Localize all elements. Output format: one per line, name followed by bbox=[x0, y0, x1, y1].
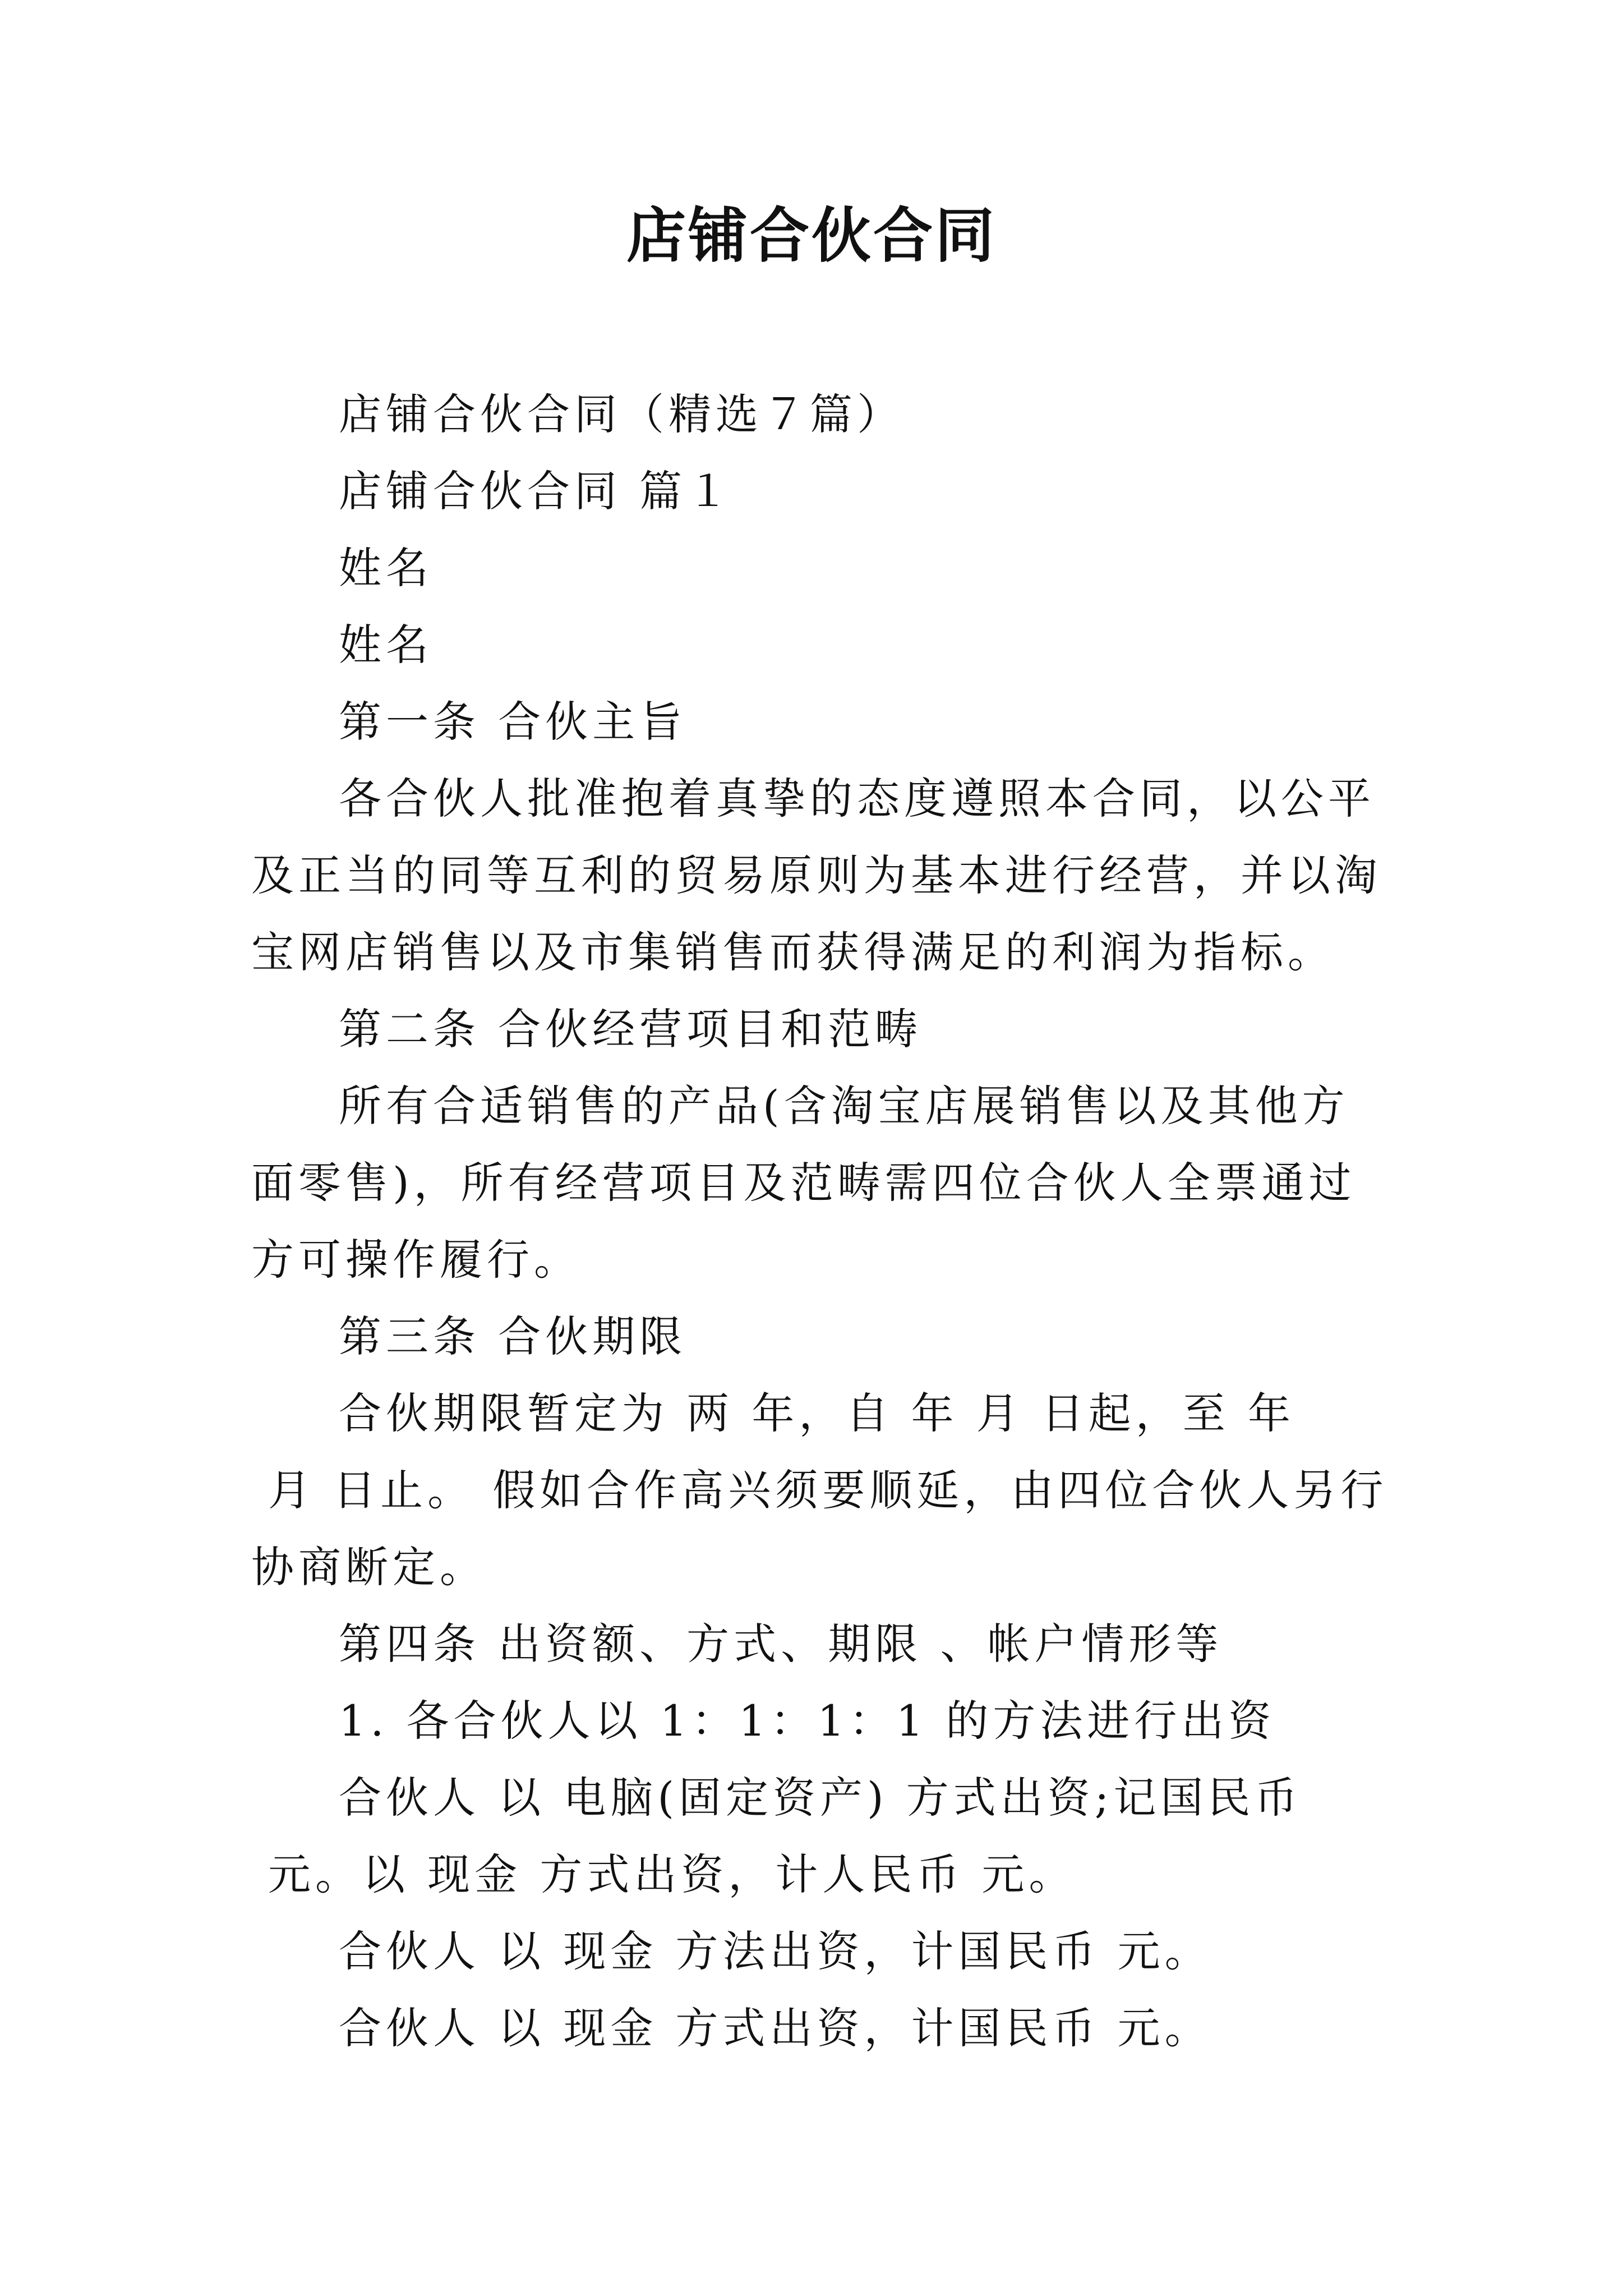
article-4-item-1: 1. 各合伙人以 1：1：1：1 的方法进行出资 bbox=[339, 1696, 1276, 1746]
article-1-text: 各合伙人批准抱着真挚的态度遵照本合同，以公平及正当的同等互利的贸易原则为基本进行经营，并以淘宝网店销售以及市集销售而获得满足的利润为指标。 bbox=[251, 774, 1382, 977]
article-3-text-line-3: 协商断定。 bbox=[251, 1542, 487, 1592]
article-3-text-line-2: 月 日止。 假如合作高兴须要顺延，由四位合伙人另行 bbox=[268, 1465, 1388, 1515]
partner-1-line-1: 合伙人 以 电脑(固定资产) 方式出资;记国民币 bbox=[339, 1773, 1302, 1823]
paragraph-subtitle: 店铺合伙合同（精选７篇） bbox=[339, 389, 904, 439]
document-body bbox=[251, 376, 1390, 2067]
article-1-heading: 第一条 合伙主旨 bbox=[339, 697, 687, 747]
paragraph-section-heading: 店铺合伙合同 篇１ bbox=[339, 466, 734, 516]
paragraph-name-2: 姓名 bbox=[339, 620, 433, 670]
document-title: 店铺合伙合同 bbox=[626, 200, 997, 270]
article-3-text-line-1: 合伙期限暂定为 两 年，自 年 月 日起，至 年 bbox=[339, 1388, 1295, 1438]
article-3-heading: 第三条 合伙期限 bbox=[339, 1312, 687, 1361]
partner-3-line: 合伙人 以 现金 方式出资，计国民币 元。 bbox=[339, 2003, 1212, 2053]
paragraph-name-1: 姓名 bbox=[339, 543, 433, 593]
partner-2-line: 合伙人 以 现金 方法出资，计国民币 元。 bbox=[339, 1926, 1212, 1976]
article-2-heading: 第二条 合伙经营项目和范畴 bbox=[339, 1004, 923, 1054]
partner-1-line-2: 元。以 现金 方式出资，计人民币 元。 bbox=[268, 1849, 1076, 1899]
article-2-text: 所有合适销售的产品(含淘宝店展销售以及其他方面零售)，所有经营项目及范畴需四位合伙人全票通过方可操作履行。 bbox=[251, 1081, 1356, 1285]
article-4-heading: 第四条 出资额、方式、期限 、帐户情形等 bbox=[339, 1619, 1223, 1669]
